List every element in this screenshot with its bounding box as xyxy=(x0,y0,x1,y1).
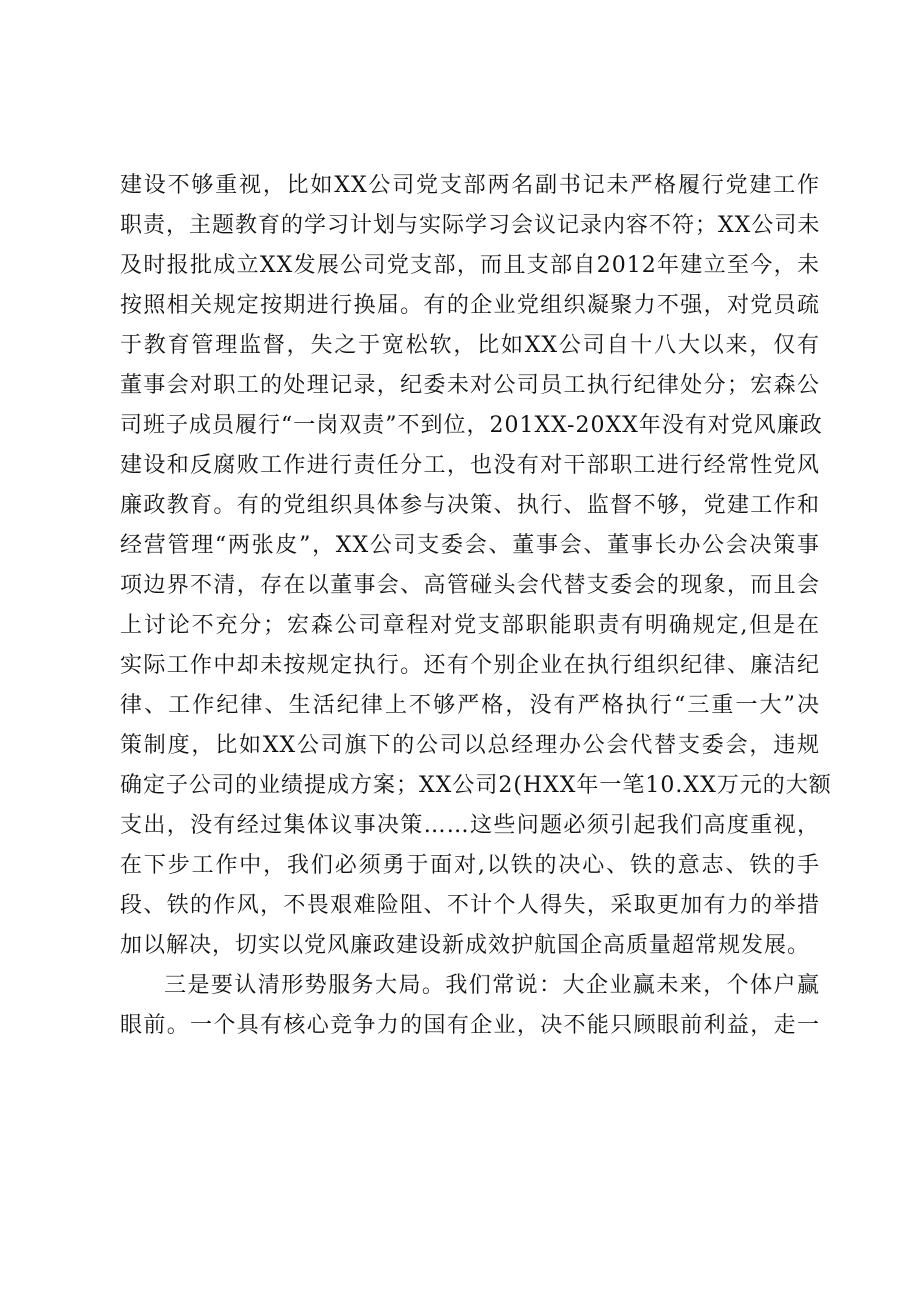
text-line: 职责，主题教育的学习计划与实际学习会议记录内容不符；XX公司未 xyxy=(120,213,821,238)
paragraph-first-line: 三是要认清形势服务大局。我们常说：大企业赢未来，个体户赢 xyxy=(164,973,820,998)
text-line: 建设不够重视，比如XX公司党支部两名副书记未严格履行党建工作 xyxy=(120,173,820,198)
text-line: 司班子成员履行“一岗双责”不到位，201XX-20XX年没有对党风廉政 xyxy=(120,413,823,438)
text-line: 眼前。一个具有核心竞争力的国有企业，决不能只顾眼前利益，走一 xyxy=(120,1013,820,1038)
text-line: 段、铁的作风，不畏艰难险阻、不计个人得失，采取更加有力的举措 xyxy=(120,893,820,918)
body-text xyxy=(120,166,832,1046)
text-line: 确定子公司的业绩提成方案；XX公司2(HXX年一笔10.XX万元的大额 xyxy=(120,773,832,798)
text-line: 按照相关规定按期进行换届。有的企业党组织凝聚力不强，对党员疏 xyxy=(120,293,820,318)
text-line: 经营管理“两张皮”，XX公司支委会、董事会、董事长办公会决策事 xyxy=(120,533,820,558)
text-line: 在下步工作中，我们必须勇于面对,以铁的决心、铁的意志、铁的手 xyxy=(120,853,820,878)
text-line: 项边界不清，存在以董事会、高管碰头会代替支委会的现象，而且会 xyxy=(120,573,820,598)
text-line: 支出，没有经过集体议事决策……这些问题必须引起我们高度重视， xyxy=(120,813,820,838)
text-line: 上讨论不充分；宏森公司章程对党支部职能职责有明确规定,但是在 xyxy=(120,613,820,638)
text-line: 董事会对职工的处理记录，纪委未对公司员工执行纪律处分；宏森公 xyxy=(120,373,820,398)
text-line: 及时报批成立XX发展公司党支部，而且支部自2012年建立至今，未 xyxy=(120,253,820,278)
text-line: 建设和反腐败工作进行责任分工，也没有对干部职工进行经常性党风 xyxy=(120,453,820,478)
text-line: 于教育管理监督，失之于宽松软，比如XX公司自十八大以来，仅有 xyxy=(120,333,820,358)
text-line: 实际工作中却未按规定执行。还有个别企业在执行组织纪律、廉洁纪 xyxy=(120,653,820,678)
text-line: 策制度，比如XX公司旗下的公司以总经理办公会代替支委会，违规 xyxy=(120,733,820,758)
text-line: 律、工作纪律、生活纪律上不够严格，没有严格执行“三重一大”决 xyxy=(120,693,820,718)
text-line: 加以解决，切实以党风廉政建设新成效护航国企高质量超常规发展。 xyxy=(120,933,811,958)
text-line: 廉政教育。有的党组织具体参与决策、执行、监督不够，党建工作和 xyxy=(120,493,820,518)
